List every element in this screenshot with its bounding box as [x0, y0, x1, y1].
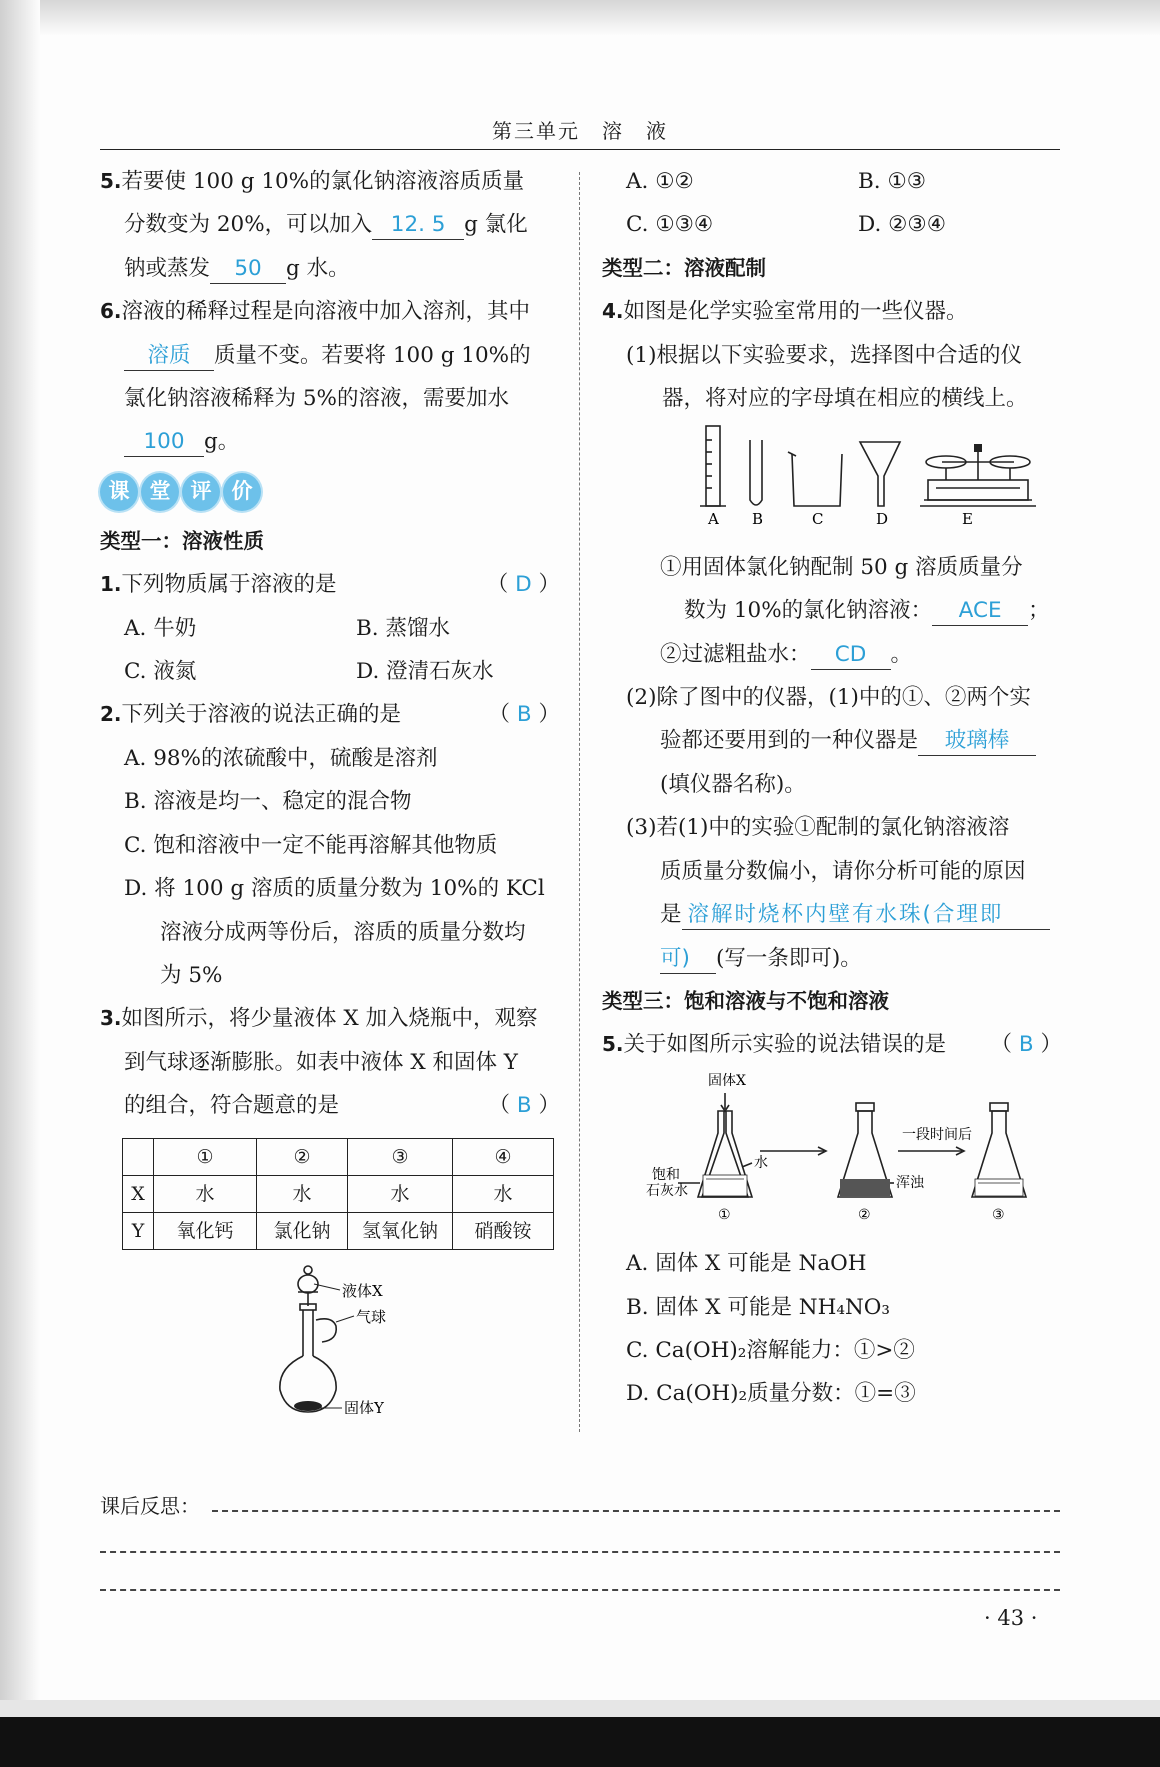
instruments-figure: [602, 420, 1062, 530]
fig-label-solid-x: 固体X: [708, 1072, 746, 1089]
q4-p1b: 器，将对应的字母填在相应的横线上。: [662, 386, 1028, 412]
fig-label-n2: ②: [858, 1206, 871, 1223]
answer-blank: 可): [660, 945, 716, 974]
q4-s2: ②过滤粗盐水： CD 。: [602, 633, 1062, 676]
instrument-label: C: [812, 510, 824, 529]
instrument-label: B: [752, 510, 764, 529]
answer-blank: ACE: [932, 597, 1028, 626]
page-shadow-left: [0, 0, 40, 1767]
instrument-label: E: [962, 510, 973, 529]
bottom-bar: [0, 1717, 1160, 1767]
table-cell: 水: [348, 1175, 453, 1212]
q5-option-b: B. 固体 X 可能是 NH₄NO₃: [626, 1294, 891, 1320]
table-cell: 水: [257, 1175, 348, 1212]
q5-line1: 5.若要使 100 g 10%的氯化钠溶液溶质质量: [100, 169, 525, 194]
q4-p1a: (1)根据以下实验要求，选择图中合适的仪: [626, 342, 1022, 368]
fig-label-solid: 固体Y: [344, 1398, 384, 1414]
answer-blank: 玻璃棒: [918, 727, 1036, 756]
q4-p3c: 是 溶解时烧杯内壁有水珠(合理即: [602, 893, 1062, 936]
fig-label-water: 水: [754, 1154, 768, 1171]
table-cell: X: [123, 1175, 154, 1212]
q5-option-d: D. Ca(OH)₂质量分数：①=③: [626, 1381, 916, 1407]
q6-line1: 6.溶液的稀释过程是向溶液中加入溶剂，其中: [100, 299, 531, 325]
q4-p3a: (3)若(1)中的实验①配制的氯化钠溶液溶: [626, 815, 1010, 841]
reflection-label: 课后反思：: [100, 1494, 200, 1518]
table-cell: 氢氧化钠: [348, 1212, 453, 1249]
q1-options-cd: C. 液氮 D. 澄清石灰水: [124, 659, 494, 685]
q6-line2: 溶质 质量不变。若要将 100 g 10%的: [100, 334, 560, 377]
table-cell: 氯化钠: [257, 1212, 348, 1249]
q2-stem: 2.下列关于溶液的说法正确的是 （ B ）: [100, 693, 560, 736]
q5-line2: 分数变为 20%，可以加入 12. 5 g 氯化: [100, 203, 560, 246]
q4-s1a: ①用固体氯化钠配制 50 g 溶质质量分: [660, 554, 1023, 580]
q2-option-a: A. 98%的浓硫酸中，硫酸是溶剂: [124, 745, 438, 771]
badge-char: 课: [100, 473, 138, 511]
bottom-margin: [0, 1700, 1160, 1717]
flask-balloon-figure: [100, 1256, 560, 1414]
type1-title: 类型一：溶液性质: [100, 528, 264, 553]
fig-label-balloon: 气球: [356, 1307, 387, 1326]
answer-blank: 100: [124, 428, 204, 457]
column-divider: [579, 172, 580, 1432]
table-row: [123, 1138, 554, 1175]
section-badge: [100, 464, 560, 520]
type2-title: 类型二：溶液配制: [602, 255, 766, 280]
table-cell: Y: [123, 1212, 154, 1249]
fig-label-turbid: 浑浊: [896, 1174, 924, 1191]
table-cell: ②: [257, 1138, 348, 1175]
saturated-solution-figure: [602, 1067, 1062, 1227]
table-cell: 硝酸铵: [453, 1212, 554, 1249]
q2-option-d2: 溶液分成两等份后，溶质的质量分数均: [160, 919, 526, 945]
q2-option-d1: D. 将 100 g 溶质的质量分数为 10%的 KCl: [124, 876, 545, 902]
q3-line1: 3.如图所示，将少量液体 X 加入烧瓶中，观察: [100, 1006, 538, 1032]
answer-bracket: （ B ）: [990, 1032, 1062, 1058]
answer-bracket: （ B ）: [488, 1093, 560, 1119]
q5-option-c: C. Ca(OH)₂溶解能力：①>②: [626, 1337, 915, 1363]
table-cell: [123, 1138, 154, 1175]
q4-stem: 4.如图是化学实验室常用的一些仪器。: [602, 299, 968, 325]
table-row: [123, 1175, 554, 1212]
q4-p3d: 可) (写一条即可)。: [602, 937, 1062, 980]
q4-p3b: 质质量分数偏小，请你分析可能的原因: [660, 858, 1026, 884]
badge-char: 堂: [141, 473, 179, 511]
answer-blank: 50: [210, 255, 286, 284]
badge-char: 价: [223, 473, 261, 511]
answer-blank: 12. 5: [372, 211, 464, 240]
header-rule: [100, 149, 1060, 150]
reflection-line[interactable]: [100, 1551, 1060, 1553]
fig-label-lime1: 饱和: [652, 1166, 680, 1183]
q4-p2a: (2)除了图中的仪器，(1)中的①、②两个实: [626, 685, 1031, 711]
q5-stem: 5.关于如图所示实验的说法错误的是 （ B ）: [602, 1023, 1062, 1066]
q6-line3: 氯化钠溶液稀释为 5%的溶液，需要加水: [124, 386, 509, 412]
q1-stem: 1.下列物质属于溶液的是 （ D ）: [100, 563, 560, 606]
table-row: [123, 1212, 554, 1249]
answer-blank: CD: [811, 641, 891, 670]
q5-option-a: A. 固体 X 可能是 NaOH: [626, 1251, 867, 1277]
fig-label-lime2: 石灰水: [646, 1182, 688, 1199]
page-number: · 43 ·: [984, 1606, 1038, 1630]
fig-label-n3: ③: [992, 1206, 1005, 1223]
table-cell: 氧化钙: [154, 1212, 257, 1249]
q4-s1b: 数为 10%的氯化钠溶液： ACE ；: [602, 589, 1062, 632]
type3-title: 类型三：饱和溶液与不饱和溶液: [602, 988, 889, 1013]
q3-options-ab: A. ①② B. ①③: [626, 169, 927, 194]
q3-line2: 到气球逐渐膨胀。如表中液体 X 和固体 Y: [124, 1049, 519, 1075]
reflection-line[interactable]: [212, 1510, 1060, 1512]
reflection-line[interactable]: [100, 1589, 1060, 1591]
instrument-label: A: [708, 510, 719, 529]
badge-char: 评: [182, 473, 220, 511]
table-cell: ④: [453, 1138, 554, 1175]
instrument-label: D: [876, 510, 889, 529]
q3-line3: 的组合，符合题意的是 （ B ）: [100, 1084, 560, 1127]
q4-p2b: 验都还要用到的一种仪器是 玻璃棒: [602, 719, 1062, 762]
answer-bracket: （ D ）: [486, 572, 560, 598]
right-column: [602, 160, 1062, 1416]
page-header: 第三单元 溶 液: [492, 119, 668, 143]
left-column: [100, 160, 560, 1429]
fig-label-n1: ①: [718, 1206, 731, 1223]
q6-line4: 100 g。: [100, 420, 560, 463]
fig-label-later: 一段时间后: [902, 1126, 972, 1143]
q2-option-c: C. 饱和溶液中一定不能再溶解其他物质: [124, 832, 498, 858]
answer-bracket: （ B ）: [488, 702, 560, 728]
table-cell: 水: [154, 1175, 257, 1212]
fig-label-liquid: 液体X: [342, 1281, 383, 1300]
q5-line3: 钠或蒸发 50 g 水。: [100, 247, 560, 290]
q4-p2c: (填仪器名称)。: [660, 771, 806, 797]
table-cell: ①: [154, 1138, 257, 1175]
answer-blank: 溶质: [124, 342, 214, 371]
table-cell: ③: [348, 1138, 453, 1175]
q3-options-cd: C. ①③④ D. ②③④: [626, 212, 946, 238]
q1-options-ab: A. 牛奶 B. 蒸馏水: [124, 615, 450, 641]
page-shadow-top: [0, 0, 1160, 36]
q2-option-b: B. 溶液是均一、稳定的混合物: [124, 789, 412, 815]
xy-table: [122, 1138, 554, 1250]
q2-option-d3: 为 5%: [160, 962, 223, 988]
answer-blank: 溶解时烧杯内壁有水珠(合理即: [682, 901, 1050, 930]
table-cell: 水: [453, 1175, 554, 1212]
